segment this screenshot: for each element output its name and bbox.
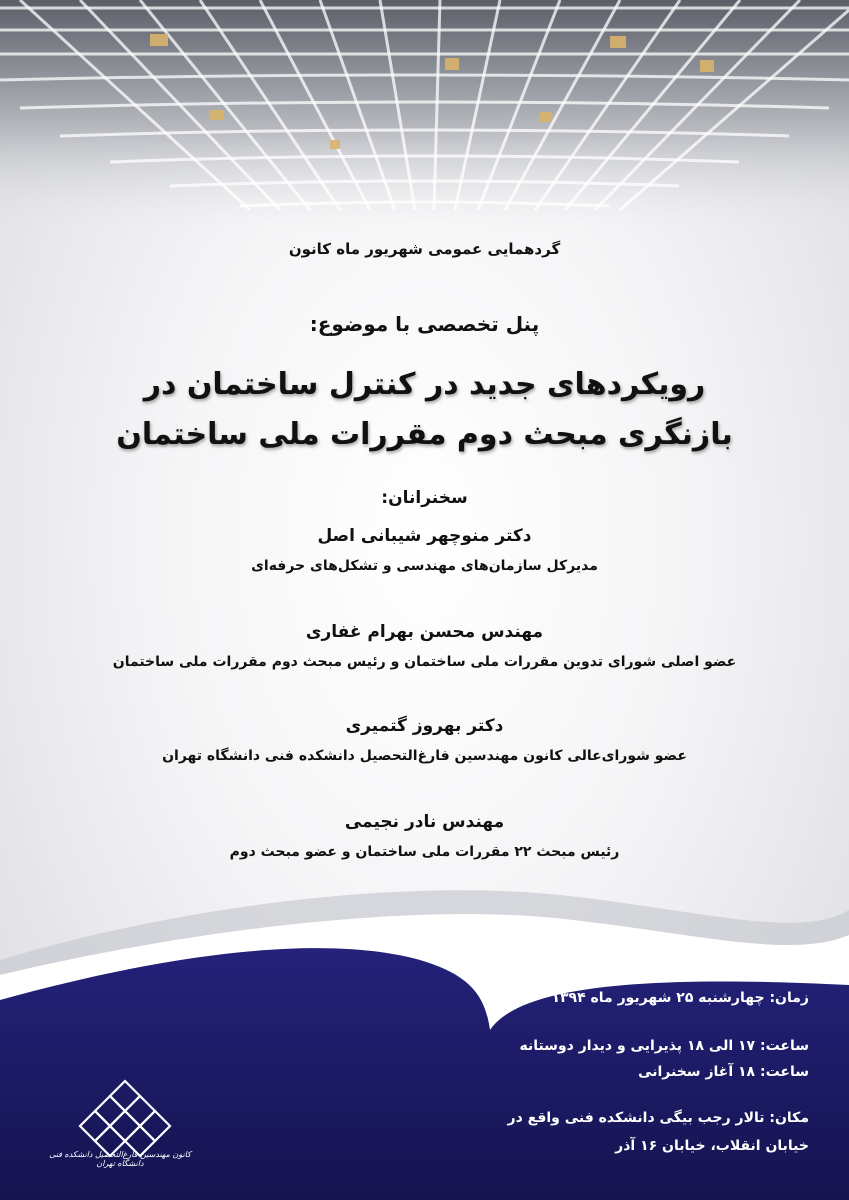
time-line-2: ساعت: ۱۸ آغاز سخنرانی [638, 1064, 809, 1080]
panel-label [0, 312, 849, 336]
speaker-role: رئیس مبحث ۲۲ مقررات ملی ساختمان و عضو مبحث دوم [229, 844, 620, 860]
speaker-role: عضو شورای‌عالی کانون مهندسین فارغ‌التحصیل دانشکده فنی دانشگاه تهران [162, 748, 687, 764]
event-location [479, 1110, 809, 1154]
place-line-2: خیابان انقلاب، خیابان ۱۶ آذر [615, 1138, 809, 1154]
speaker-name: دکتر منوچهر شیبانی اصل [317, 526, 532, 546]
speaker-role: مدیرکل سازمان‌های مهندسی و تشکل‌های حرفه‌ای [251, 558, 598, 574]
date-text: زمان: چهارشنبه ۲۵ شهریور ماه ۱۳۹۴ [551, 990, 809, 1006]
speakers-label-text: سخنرانان: [381, 488, 468, 508]
time-line-1: ساعت: ۱۷ الی ۱۸ پذیرایی و دیدار دوستانه [519, 1038, 809, 1054]
panel-topic [0, 360, 849, 460]
building-facade [0, 0, 849, 230]
speaker-role: عضو اصلی شورای تدوین مقررات ملی ساختمان و رئیس مبحث دوم مقررات ملی ساختمان [112, 654, 737, 670]
speaker-1 [0, 526, 849, 574]
event-time [479, 1038, 809, 1080]
speaker-4 [0, 812, 849, 860]
event-heading-text: گردهمایی عمومی شهریور ماه کانون [288, 240, 561, 258]
event-heading [0, 240, 849, 258]
speaker-name: مهندس نادر نجیمی [344, 812, 505, 832]
topic-line-2: بازنگری مبحث دوم مقررات ملی ساختمان [116, 417, 733, 452]
speaker-2 [0, 622, 849, 670]
panel-label-text: پنل تخصصی با موضوع: [309, 312, 540, 336]
association-logo-text: کانون مهندسین فارغ‌التحصیل دانشکده فنی دانشگاه تهران [49, 1150, 191, 1168]
speaker-3 [0, 716, 849, 764]
speaker-name: مهندس محسن بهرام غفاری [305, 622, 544, 642]
topic-line-1: رویکردهای جدید در کنترل ساختمان در [143, 367, 706, 402]
speaker-name: دکتر بهروز گتمیری [345, 716, 504, 736]
place-line-1: مکان: تالار رجب بیگی دانشکده فنی واقع در [507, 1110, 809, 1126]
speakers-heading [0, 488, 849, 508]
event-date [479, 990, 809, 1006]
